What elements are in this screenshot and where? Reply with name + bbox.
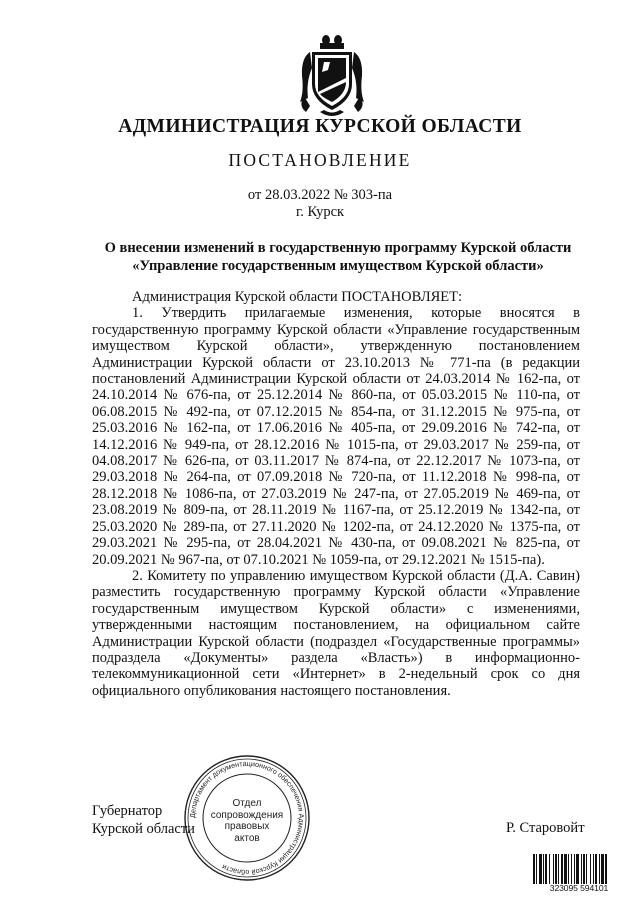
barcode-number: 323095 594101 — [549, 883, 609, 893]
city: г. Курск — [295, 204, 345, 220]
stamp-line-1: Отдел — [232, 798, 262, 809]
coat-of-arms-emblem — [296, 32, 368, 120]
date-number: от 28.03.2022 № 303-па — [247, 187, 393, 203]
stamp-line-4: актов — [234, 832, 260, 844]
stamp-ring-text: Департамент документационного обеспечения Администрации Курской области — [187, 758, 307, 878]
agency-heading: АДМИНИСТРАЦИЯ КУРСКОЙ ОБЛАСТИ — [118, 116, 522, 137]
preamble: Администрация Курской области ПОСТАНОВЛЯЕТ: — [132, 289, 463, 305]
subject-line-1: О внесении изменений в государственную программу Курской области — [104, 240, 572, 256]
stamp-center-text — [203, 798, 291, 844]
signatory-title-line-1: Губернатор — [92, 803, 163, 819]
document-body — [92, 289, 580, 699]
document-meta — [0, 187, 640, 221]
item-2-paragraph: 2. Комитету по управлению имуществом Курской области (Д.А. Савин) разместить государственную программу Курской области «Управление государственным имуществом Курской области» с изменениями, утвержденными настоящим постановлением, на официальном сайте Администрации Курской области (подраздел «Государственные программы» подраздела «Документы» раздела «Власть») в информационно-телекоммуникационной сети «Интернет» в 2-недельный срок со дня официального опубликования настоящего постановления. — [92, 567, 580, 699]
signatory-name: Р. Старовойт — [506, 820, 585, 836]
signatory-title-line-2: Курской области — [92, 821, 195, 837]
item-1-paragraph: 1. Утвердить прилагаемые изменения, которые вносятся в государственную программу Курской области «Управление государственным имуществом Курской области», утвержденную постановлением Администрации Курской области от 23.10.2013 № 771-па (в редакции постановлений Администрации Курской области от 24.03.2014 № 162-па, от 24.10.2014 № 676-па, от 25.12.2014 № 860-па, от 05.03.2015 № 110-па, от 06.08.2015 № 492-па, от 07.12.2015 № 854-па, от 31.12.2015 № 975-па, от 25.03.2016 № 162-па, от 17.06.2016 № 405-па, от 29.09.2016 № 742-па, от 14.12.2016 № 949-па, от 28.12.2016 № 1015-па, от 29.03.2017 № 259-па, от 04.08.2017 № 626-па, от 03.11.2017 № 874-па, от 22.12.2017 № 1073-па, от 29.03.2018 № 264-па, от 07.09.2018 № 720-па, от 11.12.2018 № 998-па, от 28.12.2018 № 1086-па, от 27.03.2019 № 247-па, от 27.05.2019 № 469-па, от 23.08.2019 № 809-па, от 28.11.2019 № 1167-па, от 25.12.2019 № 1342-па, от 25.03.2020 № 289-па, от 27.11.2020 № 1202-па, от 24.12.2020 № 1375-па, от 29.03.2021 № 295-па, от 28.04.2021 № 430-па, от 09.08.2021 № 825-па, от 20.09.2021 № 967-па, от 07.10.2021 № 1059-па, от 29.12.2021 № 1515-па). — [92, 305, 580, 568]
document-type: ПОСТАНОВЛЕНИЕ — [228, 150, 412, 170]
signatory-title — [92, 802, 195, 838]
stamp-line-2: сопровождения — [210, 809, 284, 821]
barcode — [533, 854, 625, 884]
document-subject — [94, 239, 582, 275]
stamp-line-3: правовых — [224, 821, 270, 832]
subject-line-2: «Управление государственным имуществом Курской области» — [132, 258, 544, 274]
